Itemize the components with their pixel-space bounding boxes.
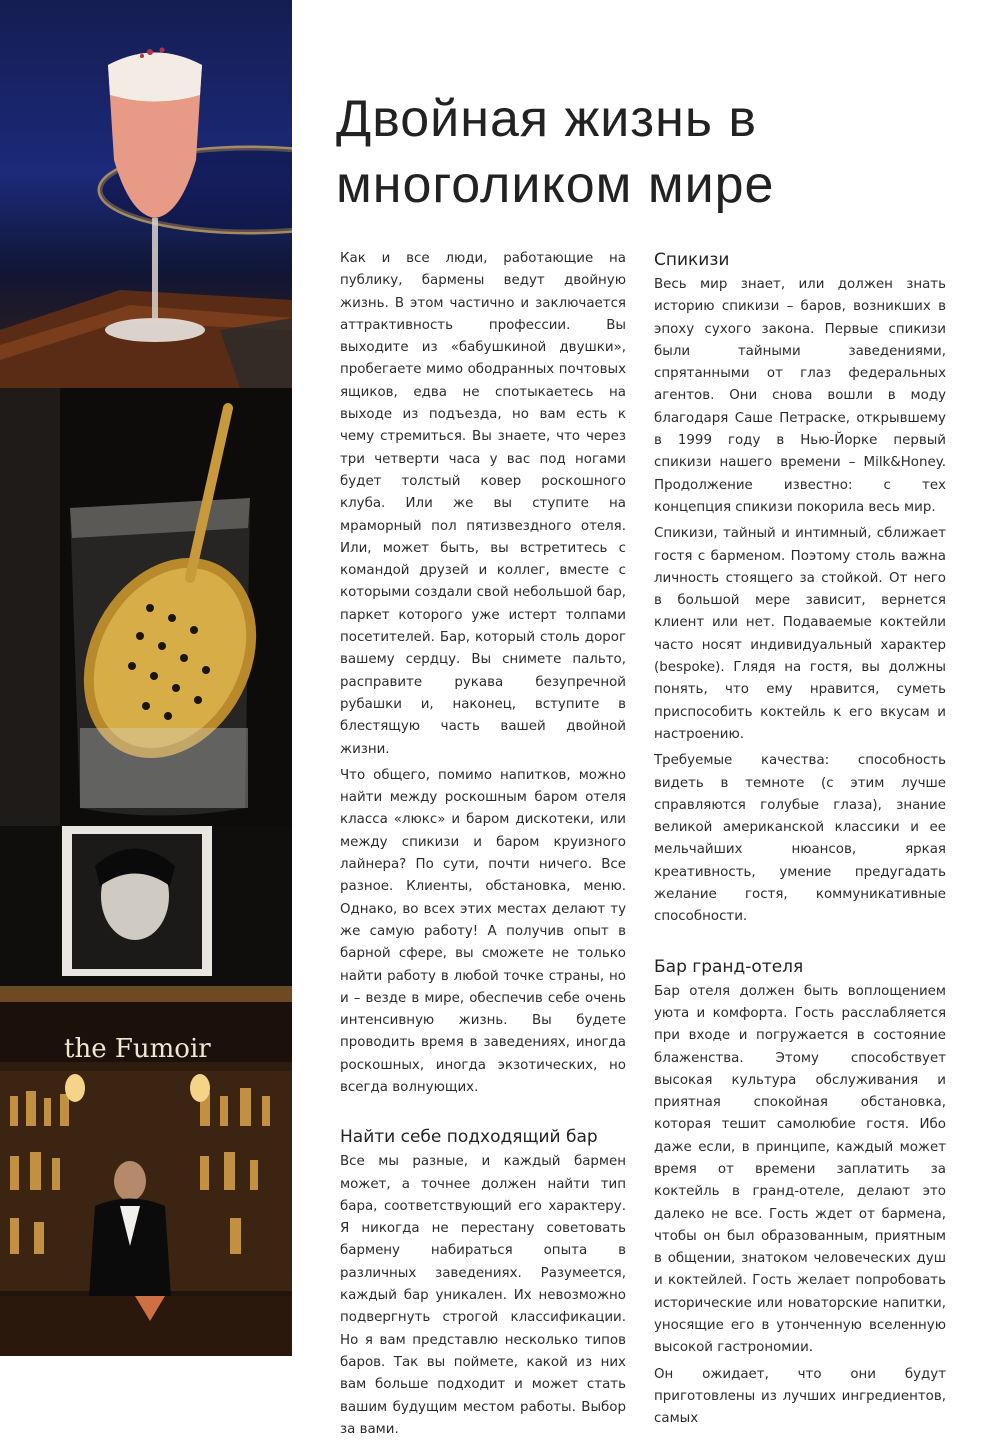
speakeasy-paragraph-1: Весь мир знает, или должен знать историю спикизи – баров, возникших в эпоху сухого закона. Первые спикизи были тайными заведениями, спрятанными от глаз федеральных агентов. Они снова вошли в моду благодаря Саше Петраске, открывшему в 1999 году в Нью-Йорке первый спикизи нашего времени – Milk&Honey. Продолжение известно: с тех концепция спикизи покорила весь мир. (654, 277, 946, 515)
find-bar-paragraph: Все мы разные, и каждый бармен может, а точнее должен найти тип бара, соответствующий его характеру. Я никогда не перестану советовать бармену набираться опыта в различных заведениях. Разумеется, каждый бар уникален. Их невозможно подвергнуть строгой классификации. Но я вам представлю несколько типов баров. Так вы поймете, какой из них вам больше подходит и может стать вашим будущим местом работы. Выбор за вами. (340, 1154, 626, 1437)
bar-sign-text: the Fumoir (64, 1034, 211, 1064)
cocktail-photo (0, 0, 292, 388)
title-line-1: Двойная жизнь в (336, 90, 758, 148)
intro-paragraph-1: Как и все люди, работающие на публику, бармены ведут двойную жизнь. В этом частично и заключается аттрактивность профессии. Вы выходите из «бабушкиной двушки», пробегаете мимо ободранных почтовых ящиков, едва не спотыкаетесь на выходе из подъезда, но вам есть к чему стремиться. Вы знаете, что через три четверти часа у вас под ногами будет толстый ковер роскошного клуба. Или же вы ступите на мраморный пол пятизвездного отеля. Или, может быть, вы встретитесь с командой друзей и коллег, вместе с которыми создали свой небольшой бар, паркет которого уже истерт толпами посетителей. Бар, который столь дорог вашему сердцу. Вы снимете пальто, расправите рукава безупречной рубашки и, наконец, вступите в блестящую часть вашей двойной жизни. (340, 251, 626, 757)
page-title (336, 86, 956, 218)
right-text-column (654, 248, 946, 1435)
strainer-photo (0, 388, 292, 826)
speakeasy-paragraph-2: Спикизи, тайный и интимный, сближает гостя с барменом. Поэтому столь важна личность стоящего за стойкой. От него в большой мере зависит, вернется клиент или нет. Подаваемые коктейли часто носят индивидуальный характер (bespoke). Глядя на гостя, вы должны понять, что ему нравится, суметь приспособить коктейль к его вкусам и настроению. (654, 526, 946, 742)
grand-hotel-paragraph-1: Бар отеля должен быть воплощением уюта и комфорта. Гость расслабляется при входе и погружается в состояние блаженства. Этому способствует высокая культура обслуживания и приятная спокойная обстановка, которая тешит самолюбие гостя. Ибо даже если, в принципе, каждый может время от времени заплатить за коктейль в гранд-отеле, делают это далеко не все. Гость ждет от бармена, чтобы он был образованным, приятным в общении, знатоком человеческих душ и коктейлей. Гость желает попробовать исторические или новаторские напитки, уносящие его в утонченную вселенную высокой гастрономии. (654, 983, 946, 1356)
section-heading-find-bar: Найти себе подходящий бар (340, 1127, 598, 1148)
bar-interior-photo (0, 826, 292, 1356)
grand-hotel-paragraph-2: Он ожидает, что они будут приготовлены из лучших ингредиентов, самых (654, 1366, 946, 1427)
section-heading-grand-hotel: Бар гранд-отеля (654, 956, 804, 977)
speakeasy-paragraph-3: Требуемые качества: способность видеть в темноте (с этим лучше справляются голубые глаза), знание великой американской классики и ее мельчайших нюансов, яркая креативность, умение предугадать желание гостя, коммуникативные способности. (654, 753, 946, 925)
title-line-2: многоликом мире (336, 156, 775, 214)
section-heading-speakeasy: Спикизи (654, 250, 730, 270)
intro-paragraph-2: Что общего, помимо напитков, можно найти между роскошным баром отеля класса «люкс» и баром дискотеки, или между спикизи и баром круизного лайнера? По сути, почти ничего. Все разное. Клиенты, обстановка, меню. Однако, во всех этих местах делают ту же самую работу! А получив опыт в барной сфере, вы сможете не только найти работу в любой точке страны, но и – везде в мире, обеспечив себе очень интенсивную жизнь. Вы будете проводить время в заведениях, иногда роскошных, иногда экзотических, но всегда волнующих. (340, 767, 626, 1095)
left-text-column (340, 248, 626, 1445)
